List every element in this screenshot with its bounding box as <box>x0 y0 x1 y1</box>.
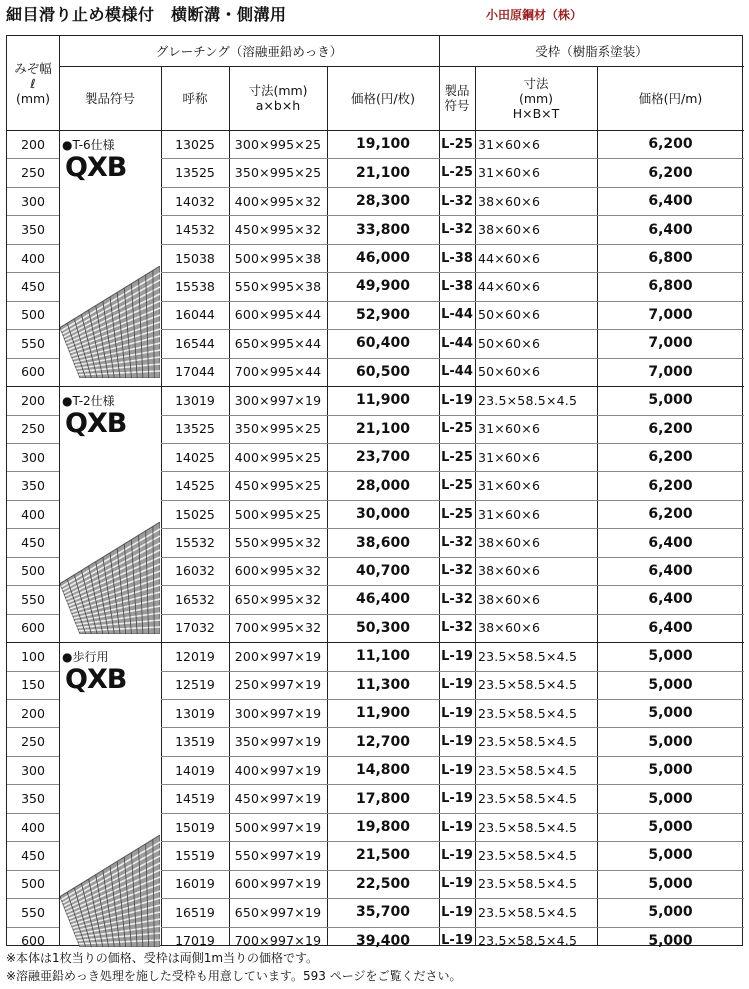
row-price: 11,100 <box>355 648 411 665</box>
row-nominal: 12019 <box>175 648 215 664</box>
row-frame-code: L-32 <box>441 620 473 636</box>
row-frame-dimensions: 23.5×58.5×4.5 <box>478 705 578 721</box>
row-frame-dimensions: 31×60×6 <box>478 506 541 522</box>
row-dimensions: 300×997×19 <box>234 705 322 721</box>
row-width: 350 <box>21 791 45 807</box>
row-frame-price: 5,000 <box>648 392 693 409</box>
header-width-symbol: ℓ <box>30 75 36 91</box>
row-nominal: 15038 <box>175 250 215 266</box>
header-frame-code-line2: 符号 <box>444 98 470 113</box>
row-frame-dimensions: 50×60×6 <box>478 364 541 380</box>
row-frame-price: 6,400 <box>648 534 693 551</box>
row-frame-price: 5,000 <box>648 819 693 836</box>
row-frame-price: 6,200 <box>648 136 693 153</box>
row-frame-price: 6,200 <box>648 164 693 181</box>
row-price: 11,300 <box>355 676 411 693</box>
product-code-qxb: QXB <box>65 664 127 696</box>
row-nominal: 15532 <box>175 535 215 551</box>
row-frame-price: 5,000 <box>648 932 693 949</box>
row-frame-dimensions: 23.5×58.5×4.5 <box>478 904 578 920</box>
row-frame-code: L-32 <box>441 193 473 209</box>
row-price: 12,700 <box>355 733 411 750</box>
row-price: 49,900 <box>355 278 411 295</box>
row-price: 46,000 <box>355 250 411 267</box>
row-frame-code: L-19 <box>441 677 473 693</box>
footnote-2: ※溶融亜鉛めっき処理を施した受枠も用意しています。593 ページをご覧ください。 <box>6 969 462 983</box>
row-frame-code: L-19 <box>441 847 473 863</box>
row-price: 39,400 <box>355 932 411 949</box>
row-frame-dimensions: 38×60×6 <box>478 193 541 209</box>
row-frame-dimensions: 23.5×58.5×4.5 <box>478 819 578 835</box>
row-width: 550 <box>21 591 45 607</box>
header-frame-dimensions-unit: (mm) <box>518 90 554 106</box>
row-nominal: 15519 <box>175 847 215 863</box>
row-dimensions: 700×995×32 <box>234 620 322 636</box>
row-nominal: 14525 <box>175 478 215 494</box>
header-dimensions-label: 寸法(mm) <box>248 83 308 98</box>
row-frame-dimensions: 23.5×58.5×4.5 <box>478 677 578 693</box>
row-dimensions: 650×997×19 <box>234 904 322 920</box>
row-dimensions: 450×997×19 <box>234 791 322 807</box>
row-frame-price: 5,000 <box>648 904 693 921</box>
row-width: 600 <box>21 364 45 380</box>
row-frame-code: L-19 <box>441 705 473 721</box>
row-nominal: 16032 <box>175 563 215 579</box>
row-frame-code: L-19 <box>441 791 473 807</box>
row-dimensions: 700×995×44 <box>234 364 322 380</box>
row-frame-price: 5,000 <box>648 676 693 693</box>
row-nominal: 14532 <box>175 222 215 238</box>
row-frame-code: L-32 <box>441 535 473 551</box>
row-dimensions: 400×995×25 <box>234 449 322 465</box>
header-dimensions-formula: a×b×h <box>255 98 301 113</box>
row-width: 100 <box>21 648 45 664</box>
row-frame-price: 5,000 <box>648 762 693 779</box>
row-frame-code: L-25 <box>441 136 473 152</box>
row-frame-code: L-19 <box>441 734 473 750</box>
row-frame-price: 6,400 <box>648 221 693 238</box>
row-price: 17,800 <box>355 790 411 807</box>
row-frame-price: 6,400 <box>648 619 693 636</box>
row-width: 400 <box>21 819 45 835</box>
header-frame-dimensions <box>475 66 597 130</box>
row-frame-code: L-44 <box>441 335 473 351</box>
row-frame-dimensions: 50×60×6 <box>478 335 541 351</box>
row-dimensions: 550×995×32 <box>234 535 322 551</box>
row-width: 300 <box>21 193 45 209</box>
row-nominal: 13025 <box>175 136 215 152</box>
header-frame-dimensions-label: 寸法 <box>523 75 549 91</box>
row-dimensions: 200×997×19 <box>234 648 322 664</box>
row-frame-dimensions: 23.5×58.5×4.5 <box>478 648 578 664</box>
row-price: 50,300 <box>355 619 411 636</box>
row-frame-price: 5,000 <box>648 733 693 750</box>
row-dimensions: 700×997×19 <box>234 933 322 949</box>
header-frame-group: 受枠（樹脂系塗装） <box>535 43 648 59</box>
row-frame-code: L-25 <box>441 449 473 465</box>
row-width: 200 <box>21 136 45 152</box>
row-width: 250 <box>21 165 45 181</box>
grating-image <box>60 522 160 634</box>
row-frame-code: L-19 <box>441 904 473 920</box>
row-frame-price: 5,000 <box>648 847 693 864</box>
row-price: 30,000 <box>355 506 411 523</box>
product-code-qxb: QXB <box>65 152 127 183</box>
row-width: 200 <box>21 392 45 408</box>
row-frame-dimensions: 31×60×6 <box>478 136 541 152</box>
row-nominal: 17044 <box>175 364 215 380</box>
row-frame-dimensions: 23.5×58.5×4.5 <box>478 392 578 408</box>
row-frame-dimensions: 31×60×6 <box>478 165 541 181</box>
row-width: 500 <box>21 307 45 323</box>
row-width: 600 <box>21 933 45 949</box>
row-nominal: 16532 <box>175 591 215 607</box>
row-frame-price: 6,200 <box>648 449 693 466</box>
row-frame-price: 6,400 <box>648 193 693 210</box>
row-nominal: 17032 <box>175 620 215 636</box>
row-frame-price: 5,000 <box>648 648 693 665</box>
row-frame-price: 6,200 <box>648 477 693 494</box>
row-dimensions: 350×995×25 <box>234 421 322 437</box>
row-frame-price: 6,800 <box>648 278 693 295</box>
footnotes <box>6 949 461 985</box>
row-dimensions: 450×995×25 <box>234 478 322 494</box>
row-frame-dimensions: 31×60×6 <box>478 449 541 465</box>
row-price: 14,800 <box>355 762 411 779</box>
header-frame-price: 価格(円/m) <box>638 90 703 106</box>
row-frame-dimensions: 23.5×58.5×4.5 <box>478 791 578 807</box>
row-frame-code: L-25 <box>441 421 473 437</box>
row-width: 500 <box>21 876 45 892</box>
row-nominal: 16019 <box>175 876 215 892</box>
row-frame-dimensions: 44×60×6 <box>478 250 541 266</box>
row-width: 150 <box>21 677 45 693</box>
row-price: 21,100 <box>355 164 411 181</box>
row-dimensions: 500×995×25 <box>234 506 322 522</box>
row-nominal: 15019 <box>175 819 215 835</box>
row-frame-price: 5,000 <box>648 790 693 807</box>
header-frame-code <box>439 66 475 130</box>
row-frame-price: 6,400 <box>648 591 693 608</box>
manufacturer-name: 小田原鋼材（株） <box>486 8 583 22</box>
row-width: 350 <box>21 478 45 494</box>
row-frame-dimensions: 38×60×6 <box>478 535 541 551</box>
row-price: 52,900 <box>355 306 411 323</box>
header-nominal: 呼称 <box>182 90 208 106</box>
row-dimensions: 400×995×32 <box>234 193 322 209</box>
row-price: 23,700 <box>355 449 411 466</box>
row-frame-price: 6,800 <box>648 250 693 267</box>
row-nominal: 12519 <box>175 677 215 693</box>
row-frame-code: L-19 <box>441 392 473 408</box>
row-frame-code: L-19 <box>441 762 473 778</box>
row-dimensions: 350×995×25 <box>234 165 322 181</box>
row-nominal: 14019 <box>175 762 215 778</box>
row-dimensions: 400×997×19 <box>234 762 322 778</box>
row-frame-code: L-38 <box>441 250 473 266</box>
row-width: 400 <box>21 506 45 522</box>
row-width: 500 <box>21 563 45 579</box>
row-frame-price: 7,000 <box>648 363 693 380</box>
row-dimensions: 300×997×19 <box>234 392 322 408</box>
row-nominal: 13519 <box>175 734 215 750</box>
row-width: 400 <box>21 250 45 266</box>
row-dimensions: 500×995×38 <box>234 250 322 266</box>
row-dimensions: 500×997×19 <box>234 819 322 835</box>
row-dimensions: 300×995×25 <box>234 136 322 152</box>
row-dimensions: 650×995×32 <box>234 591 322 607</box>
row-price: 60,400 <box>355 335 411 352</box>
row-frame-dimensions: 23.5×58.5×4.5 <box>478 876 578 892</box>
row-frame-code: L-25 <box>441 478 473 494</box>
row-dimensions: 650×995×44 <box>234 335 322 351</box>
row-frame-dimensions: 38×60×6 <box>478 591 541 607</box>
group-spec-label: ●歩行用 <box>62 650 109 665</box>
row-nominal: 14519 <box>175 791 215 807</box>
row-price: 19,100 <box>355 136 411 153</box>
row-frame-code: L-32 <box>441 222 473 238</box>
row-price: 28,000 <box>355 477 411 494</box>
row-frame-dimensions: 38×60×6 <box>478 620 541 636</box>
header-product-code: 製品符号 <box>84 90 135 106</box>
row-nominal: 15538 <box>175 278 215 294</box>
row-frame-code: L-19 <box>441 648 473 664</box>
row-frame-dimensions: 23.5×58.5×4.5 <box>478 762 578 778</box>
row-dimensions: 600×995×44 <box>234 307 322 323</box>
row-frame-code: L-25 <box>441 165 473 181</box>
row-price: 40,700 <box>355 562 411 579</box>
grating-image <box>60 266 160 378</box>
row-nominal: 14032 <box>175 193 215 209</box>
row-frame-dimensions: 23.5×58.5×4.5 <box>478 933 578 949</box>
header-dimensions <box>229 66 327 130</box>
row-width: 250 <box>21 734 45 750</box>
row-frame-code: L-38 <box>441 278 473 294</box>
grating-image <box>60 835 160 947</box>
row-width: 450 <box>21 847 45 863</box>
row-width: 200 <box>21 705 45 721</box>
row-width: 450 <box>21 278 45 294</box>
row-frame-code: L-19 <box>441 876 473 892</box>
row-price: 35,700 <box>355 904 411 921</box>
row-dimensions: 350×997×19 <box>234 734 322 750</box>
footnote-1: ※本体は1枚当りの価格、受枠は両側1m当りの価格です。 <box>6 951 319 965</box>
row-width: 250 <box>21 421 45 437</box>
row-frame-dimensions: 31×60×6 <box>478 478 541 494</box>
product-code-qxb: QXB <box>65 408 127 440</box>
row-frame-dimensions: 38×60×6 <box>478 222 541 238</box>
row-price: 21,500 <box>355 847 411 864</box>
row-width: 300 <box>21 449 45 465</box>
row-price: 28,300 <box>355 193 411 210</box>
row-width: 550 <box>21 904 45 920</box>
row-price: 22,500 <box>355 875 411 892</box>
row-width: 550 <box>21 335 45 351</box>
row-dimensions: 600×997×19 <box>234 876 322 892</box>
row-nominal: 16044 <box>175 307 215 323</box>
row-frame-price: 7,000 <box>648 335 693 352</box>
row-width: 450 <box>21 535 45 551</box>
row-price: 46,400 <box>355 591 411 608</box>
row-nominal: 13525 <box>175 421 215 437</box>
header-frame-code-line1: 製品 <box>444 83 470 98</box>
row-price: 19,800 <box>355 819 411 836</box>
row-dimensions: 250×997×19 <box>234 677 322 693</box>
row-width: 300 <box>21 762 45 778</box>
header-grating-group: グレーチング（溶融亜鉛めっき） <box>155 43 343 59</box>
row-nominal: 16544 <box>175 335 215 351</box>
row-frame-code: L-44 <box>441 307 473 323</box>
row-frame-code: L-19 <box>441 933 473 949</box>
row-frame-dimensions: 23.5×58.5×4.5 <box>478 734 578 750</box>
header-width <box>7 36 59 130</box>
row-price: 38,600 <box>355 534 411 551</box>
price-table <box>6 35 743 949</box>
row-frame-dimensions: 23.5×58.5×4.5 <box>478 847 578 863</box>
row-width: 350 <box>21 222 45 238</box>
row-frame-price: 5,000 <box>648 705 693 722</box>
group-spec-label: ●T-6仕様 <box>62 138 115 152</box>
page-title: 細目滑り止め模様付 横断溝・側溝用 <box>6 5 287 24</box>
row-frame-dimensions: 31×60×6 <box>478 421 541 437</box>
row-dimensions: 550×997×19 <box>234 847 322 863</box>
row-dimensions: 550×995×38 <box>234 278 322 294</box>
row-nominal: 16519 <box>175 904 215 920</box>
row-nominal: 13019 <box>175 392 215 408</box>
header-width-label: みぞ幅 <box>14 60 52 76</box>
header-frame-dimensions-formula: H×B×T <box>512 105 560 121</box>
row-price: 21,100 <box>355 420 411 437</box>
row-frame-price: 7,000 <box>648 306 693 323</box>
row-frame-code: L-32 <box>441 591 473 607</box>
row-frame-code: L-25 <box>441 506 473 522</box>
row-frame-price: 6,200 <box>648 420 693 437</box>
row-price: 60,500 <box>355 363 411 380</box>
row-nominal: 15025 <box>175 506 215 522</box>
row-frame-price: 6,200 <box>648 506 693 523</box>
row-dimensions: 600×995×32 <box>234 563 322 579</box>
row-frame-code: L-44 <box>441 364 473 380</box>
row-nominal: 13525 <box>175 165 215 181</box>
row-nominal: 17019 <box>175 933 215 949</box>
row-nominal: 14025 <box>175 449 215 465</box>
row-nominal: 13019 <box>175 705 215 721</box>
row-frame-dimensions: 50×60×6 <box>478 307 541 323</box>
row-frame-code: L-19 <box>441 819 473 835</box>
row-frame-dimensions: 44×60×6 <box>478 278 541 294</box>
header-price: 価格(円/枚) <box>351 90 415 106</box>
row-width: 600 <box>21 620 45 636</box>
row-price: 11,900 <box>355 392 411 409</box>
row-frame-price: 6,400 <box>648 562 693 579</box>
header-width-unit: (mm) <box>15 90 51 106</box>
group-spec-label: ●T-2仕様 <box>62 394 115 409</box>
row-price: 11,900 <box>355 705 411 722</box>
row-frame-code: L-32 <box>441 563 473 579</box>
row-frame-dimensions: 38×60×6 <box>478 563 541 579</box>
row-dimensions: 450×995×32 <box>234 222 322 238</box>
row-price: 33,800 <box>355 221 411 238</box>
row-frame-price: 5,000 <box>648 875 693 892</box>
